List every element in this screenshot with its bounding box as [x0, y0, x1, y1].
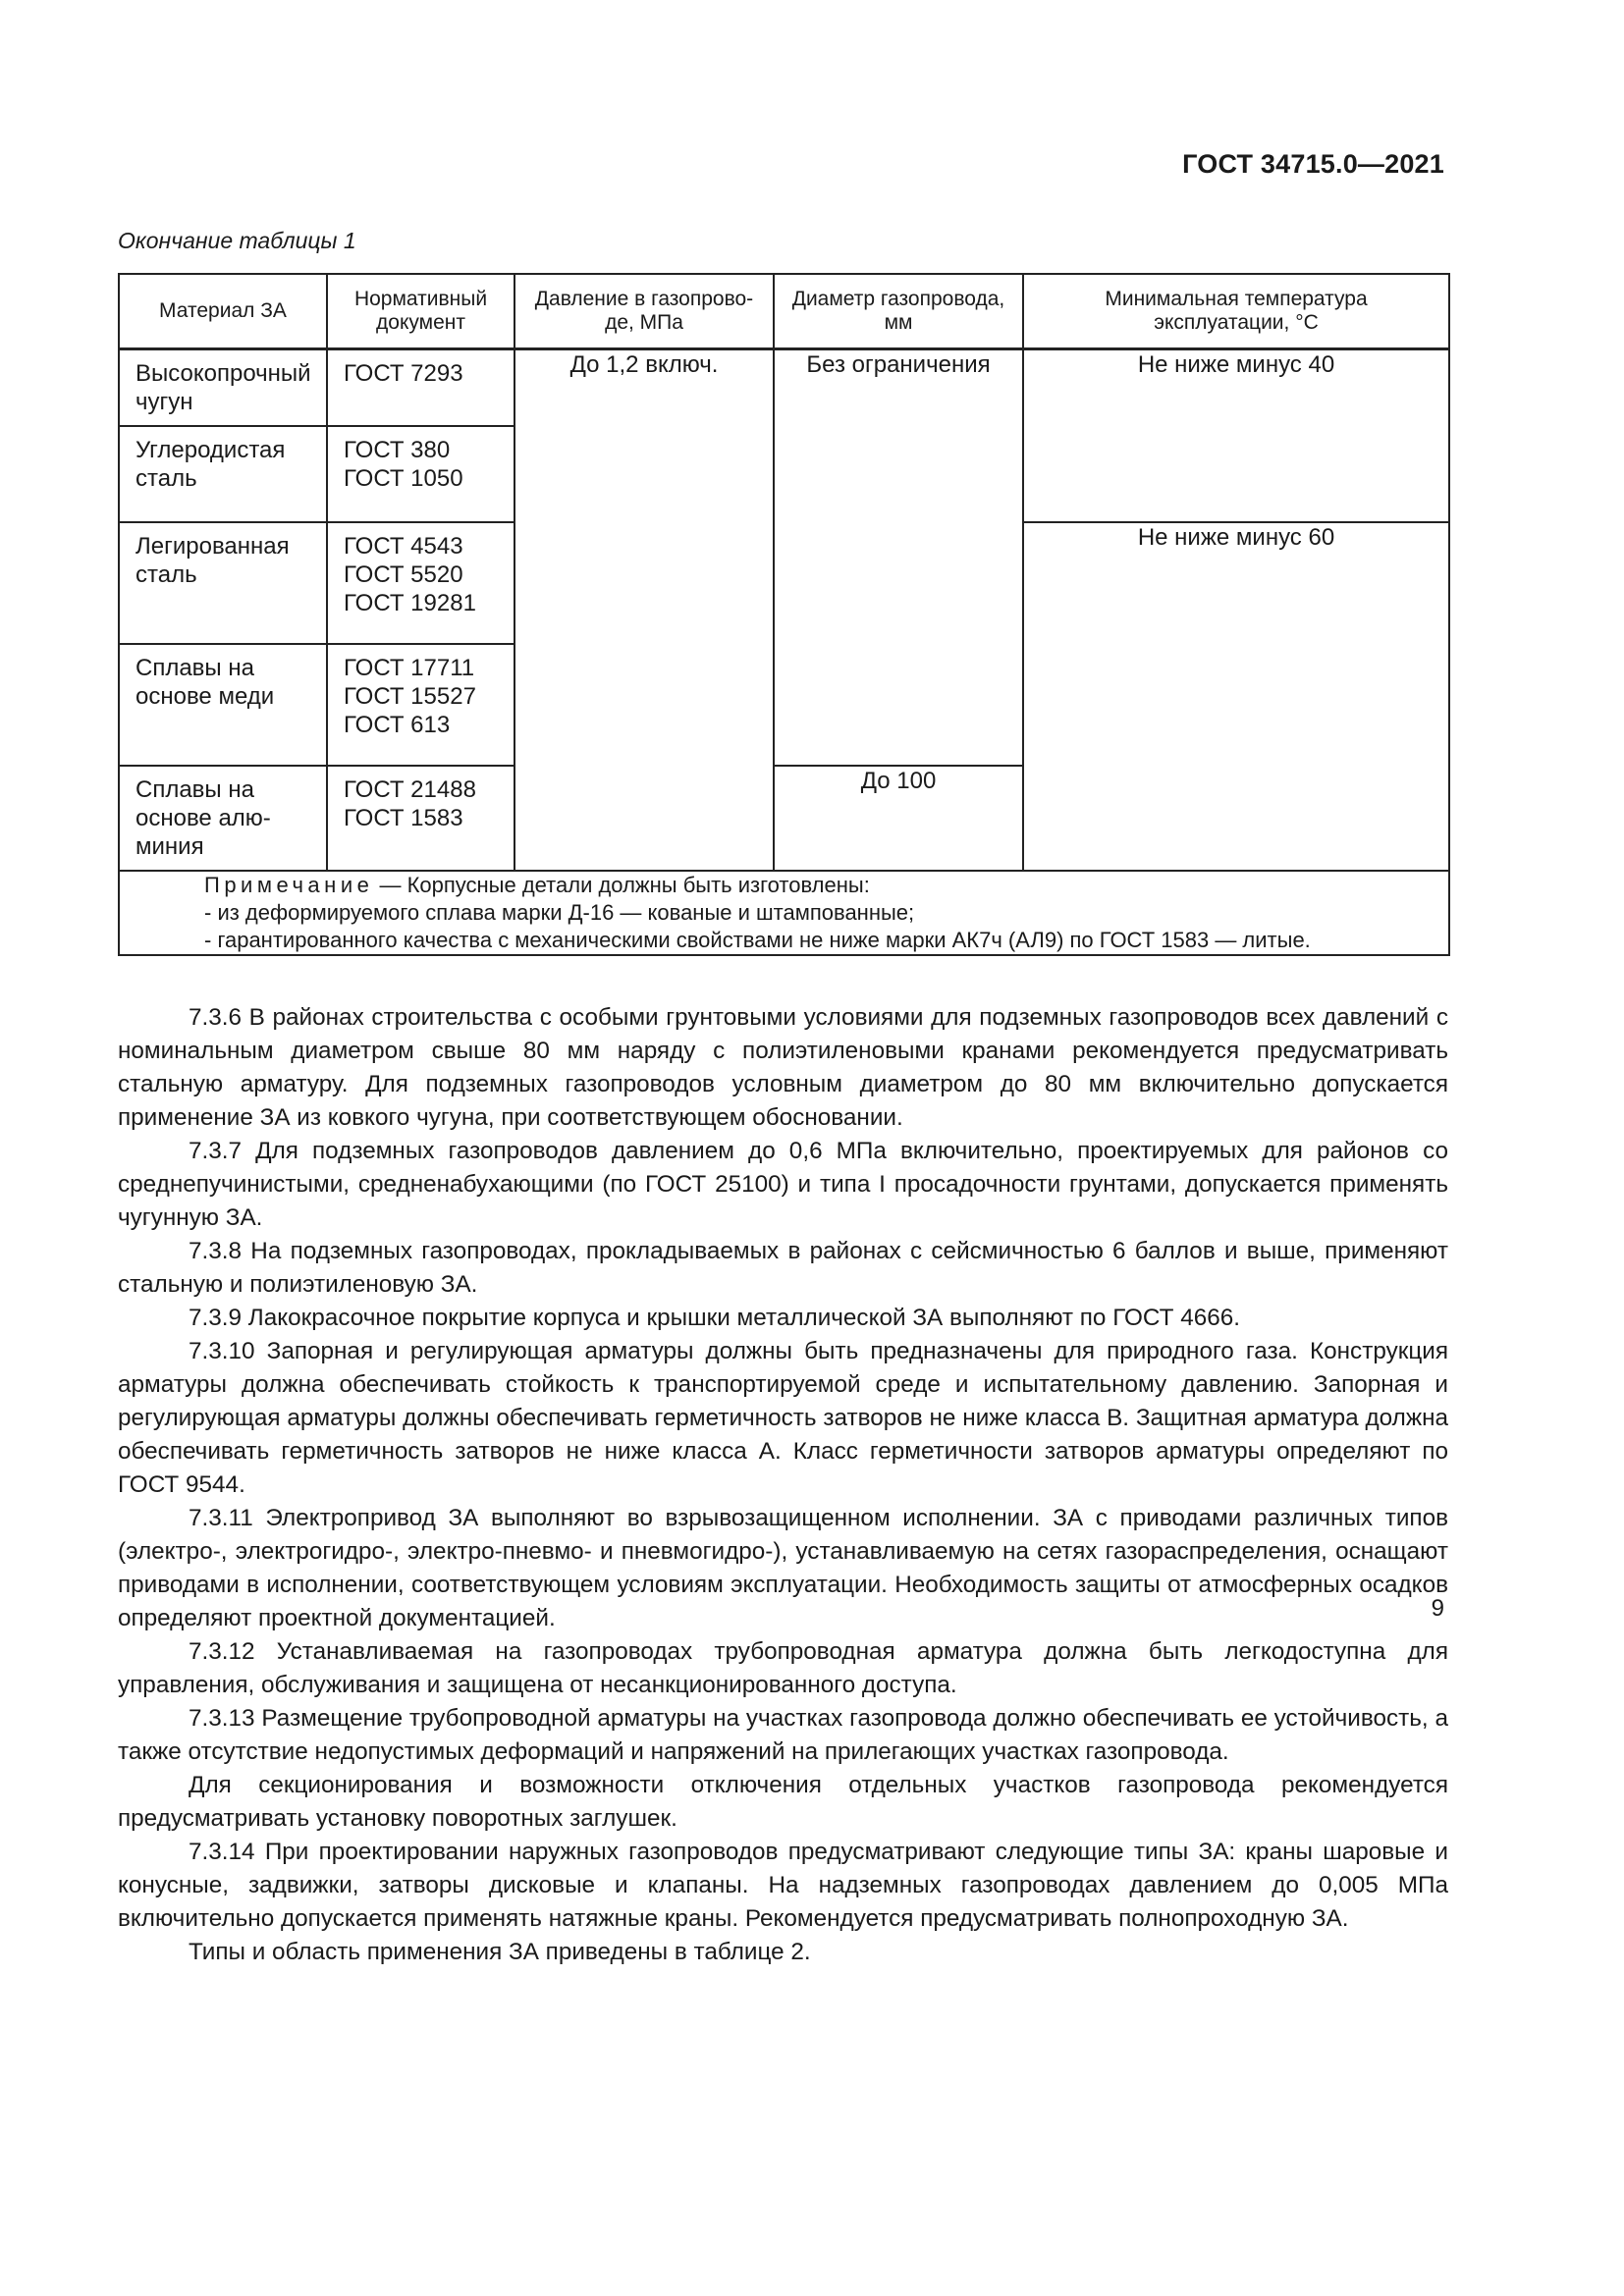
temperature-cell	[1023, 349, 1449, 523]
paragraph-7-3-6: 7.3.6 В районах строительства с особыми грунтовыми условиями для подземных газопроводов всех давлений с номинальным диаметром свыше 80 мм наряду с полиэтиленовыми кранами рекомендуется предусматривать стальную арматуру. Для подземных газопроводов условным диаметром до 80 мм включительно допускается применение ЗА из ковкого чугуна, при соответствующем обосновании.	[118, 1004, 1448, 1131]
temperature-cell	[1023, 522, 1449, 871]
note-line: - гарантированного качества с механическими свойствами не ниже марки АК7ч (АЛ9) по ГОСТ 1583 — литые.	[204, 928, 1311, 952]
header-line: документ	[376, 311, 465, 334]
header-line: мм	[884, 311, 913, 334]
column-header-temperature	[1023, 274, 1449, 349]
header-line: Нормативный	[353, 288, 488, 310]
paragraph-sectioning: Для секционирования и возможности отключения отдельных участков газопровода рекомендуется предусматривать установку поворотных заглушек.	[118, 1772, 1448, 1832]
material-name: Сплавы на основе алю-	[135, 776, 271, 831]
table-header-row	[119, 274, 1449, 349]
document-ref: ГОСТ 17711	[344, 655, 475, 681]
material-cell	[119, 644, 327, 766]
header-line: де, МПа	[605, 311, 683, 334]
material-name: Высокопрочный чугун	[135, 360, 311, 415]
paragraph-7-3-10: 7.3.10 Запорная и регулирующая арматуры должны быть предназначены для природного газа. Конструкция арматуры должна обеспечивать стойкость к транспортируемой среде и испытательному давлению. Запорная и регулирующая арматуры должны обеспечивать герметичность затворов не ниже класса В. Защитная арматура должна обеспечивать герметичность затворов не ниже класса А. Класс герметичности затворов арматуры определяют по ГОСТ 9544.	[118, 1338, 1448, 1498]
column-header-document	[327, 274, 514, 349]
diameter-value: Без ограничения	[806, 351, 991, 378]
document-ref: ГОСТ 4543	[344, 533, 463, 560]
document-cell	[327, 766, 514, 871]
header-line: Диаметр газопровода,	[791, 288, 1005, 310]
paragraph-7-3-14: 7.3.14 При проектировании наружных газопроводов предусматривают следующие типы ЗА: краны шаровые и конусные, задвижки, затворы дисковые и клапаны. На надземных газопроводах давлением до 0,005 МПа включительно допускается применять натяжные краны. Рекомендуется предусматривать полнопроходную ЗА.	[118, 1839, 1448, 1932]
document-ref: ГОСТ 7293	[344, 360, 463, 387]
material-cell	[119, 522, 327, 644]
paragraph-7-3-12: 7.3.12 Устанавливаемая на газопроводах трубопроводная арматура должна быть легкодоступна для управления, обслуживания и защищена от несанкционированного доступа.	[118, 1638, 1448, 1698]
column-header-material	[119, 274, 327, 349]
paragraph-7-3-7: 7.3.7 Для подземных газопроводов давлением до 0,6 МПа включительно, проектируемых для районов со среднепучинистыми, средненабухающими (по ГОСТ 25100) и типа I просадочности грунтами, допускается применять чугунную ЗА.	[118, 1138, 1448, 1231]
materials-table	[118, 273, 1450, 956]
note-line: - из деформируемого сплава марки Д-16 — кованые и штампованные;	[204, 900, 915, 925]
temperature-value: Не ниже минус 60	[1137, 524, 1335, 551]
material-cell	[119, 426, 327, 522]
document-cell	[327, 522, 514, 644]
document-ref: ГОСТ 380	[344, 437, 451, 463]
document-ref: ГОСТ 19281	[344, 590, 476, 616]
document-code: ГОСТ 34715.0—2021	[1182, 149, 1444, 179]
diameter-cell	[774, 766, 1023, 871]
table-row	[119, 349, 1449, 427]
header-line: Минимальная температура	[1105, 288, 1368, 310]
column-header-pressure	[514, 274, 774, 349]
column-header-diameter	[774, 274, 1023, 349]
table-note	[119, 871, 1449, 955]
material-name: миния	[135, 833, 204, 860]
diameter-value: До 100	[860, 768, 937, 794]
document-cell	[327, 644, 514, 766]
material-name: Легированная сталь	[135, 533, 290, 588]
header-line: Материал ЗА	[159, 299, 287, 322]
pressure-value: До 1,2 включ.	[569, 351, 719, 378]
material-cell	[119, 766, 327, 871]
material-cell	[119, 349, 327, 427]
document-cell	[327, 349, 514, 427]
diameter-cell	[774, 349, 1023, 767]
material-name: Сплавы на основе меди	[135, 655, 275, 710]
header-line: Давление в газопрово-	[534, 288, 754, 310]
table-caption: Окончание таблицы 1	[118, 228, 356, 253]
paragraph-7-3-11: 7.3.11 Электропривод ЗА выполняют во взрывозащищенном исполнении. ЗА с приводами различных типов (электро-, электрогидро-, электро-пневмо- и пневмогидро-), устанавливаемую на сетях газораспределения, оснащают приводами в исполнении, соответствующем условиям эксплуатации. Необходимость защиты от атмосферных осадков определяют проектной документацией.	[118, 1505, 1448, 1631]
body-text	[118, 1001, 1448, 1969]
note-intro: — Корпусные детали должны быть изготовлены:	[373, 873, 870, 897]
document-cell	[327, 426, 514, 522]
note-intro-line	[120, 872, 1448, 899]
document-ref: ГОСТ 1583	[344, 805, 463, 831]
paragraph-7-3-9: 7.3.9 Лакокрасочное покрытие корпуса и крышки металлической ЗА выполняют по ГОСТ 4666.	[189, 1305, 1241, 1331]
page-number: 9	[1431, 1595, 1444, 1622]
document-ref: ГОСТ 1050	[344, 465, 463, 492]
document-ref: ГОСТ 613	[344, 712, 451, 738]
document-ref: ГОСТ 15527	[344, 683, 476, 710]
note-heading: Примечание	[204, 873, 374, 897]
header-line: эксплуатации, °С	[1154, 311, 1319, 334]
document-ref: ГОСТ 5520	[344, 561, 463, 588]
paragraph-7-3-8: 7.3.8 На подземных газопроводах, прокладываемых в районах с сейсмичностью 6 баллов и выше, применяют стальную и полиэтиленовую ЗА.	[118, 1238, 1448, 1298]
pressure-cell	[514, 349, 774, 872]
temperature-value: Не ниже минус 40	[1137, 351, 1335, 378]
table-note-row	[119, 871, 1449, 955]
paragraph-table-2-reference: Типы и область применения ЗА приведены в таблице 2.	[189, 1939, 811, 1965]
material-name: Углеродистая сталь	[135, 437, 286, 492]
paragraph-7-3-13: 7.3.13 Размещение трубопроводной арматуры на участках газопровода должно обеспечивать ее устойчивость, а также отсутствие недопустимых деформаций и напряжений на прилегающих участках газопровода.	[118, 1705, 1448, 1765]
document-ref: ГОСТ 21488	[344, 776, 476, 803]
